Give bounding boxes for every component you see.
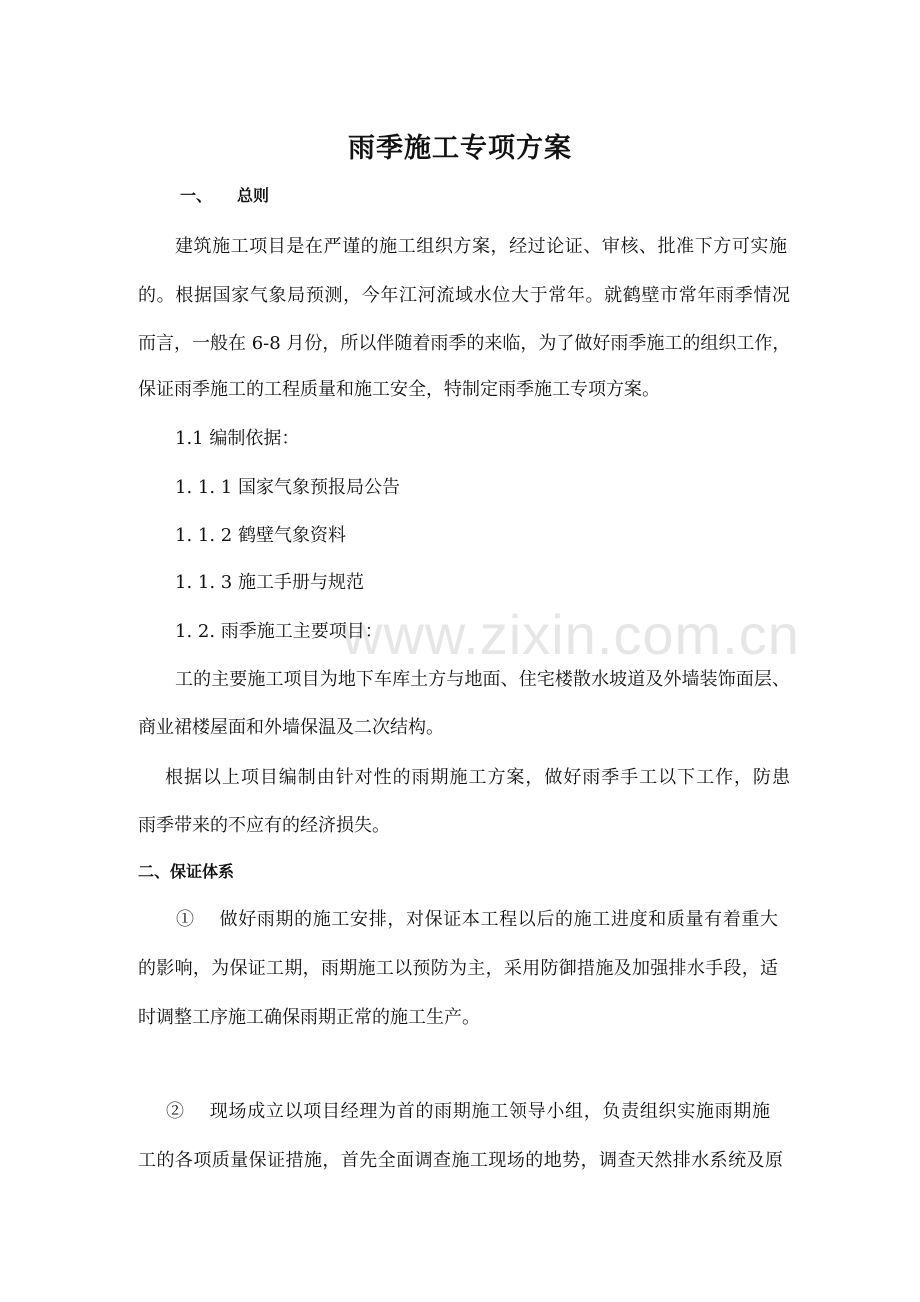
- para1-line-1: 建筑施工项目是在严谨的施工组织方案，经过论证、审核、批准下方可实施: [175, 236, 787, 257]
- para3-line-2: 雨季带来的不应有的经济损失。: [138, 815, 390, 836]
- basis-item-1: 1. 1. 1 国家气象预报局公告: [175, 477, 400, 498]
- basis-item-2: 1. 1. 2 鹤壁气象资料: [175, 525, 346, 546]
- item2-line-1: ② 现场成立以项目经理为首的雨期施工领导小组，负责组织实施雨期施: [166, 1101, 770, 1122]
- para3-line-1: 根据以上项目编制由针对性的雨期施工方案，做好雨季手工以下工作，防患: [165, 767, 790, 788]
- para1-line-3: 而言，一般在 6-8 月份，所以伴随着雨季的来临，为了做好雨季施工的组织工作，: [138, 333, 791, 354]
- basis-item-3: 1. 1. 3 施工手册与规范: [175, 572, 364, 593]
- item1-line-2: 的影响，为保证工期，雨期施工以预防为主，采用防御措施及加强排水手段，适: [138, 958, 778, 979]
- section1-heading-text: 总则: [237, 186, 270, 205]
- para2-line-2: 商业裙楼屋面和外墙保温及二次结构。: [138, 717, 444, 738]
- item1-line-3: 时调整工序施工确保雨期正常的施工生产。: [138, 1007, 480, 1028]
- para2-line-1: 工的主要施工项目为地下车库土方与地面、住宅楼散水坡道及外墙装饰面层、: [175, 669, 790, 690]
- para1-line-2: 的。根据国家气象局预测，今年江河流域水位大于常年。就鹤壁市常年雨季情况: [138, 285, 790, 306]
- section1-heading-number: 一、: [180, 186, 213, 205]
- main-items-heading: 1. 2. 雨季施工主要项目：: [175, 621, 383, 642]
- para1-line-4: 保证雨季施工的工程质量和施工安全，特制定雨季施工专项方案。: [138, 379, 660, 400]
- watermark: www.zixin.com.cn: [342, 603, 800, 666]
- section2-heading: 二、保证体系: [138, 862, 235, 881]
- basis-heading: 1.1 编制依据：: [175, 428, 300, 449]
- page-title: 雨季施工专项方案: [348, 133, 572, 164]
- item1-line-1: ① 做好雨期的施工安排，对保证本工程以后的施工进度和质量有着重大: [176, 909, 778, 930]
- item2-line-2: 工的各项质量保证措施，首先全面调查施工现场的地势，调查天然排水系统及原: [138, 1150, 783, 1171]
